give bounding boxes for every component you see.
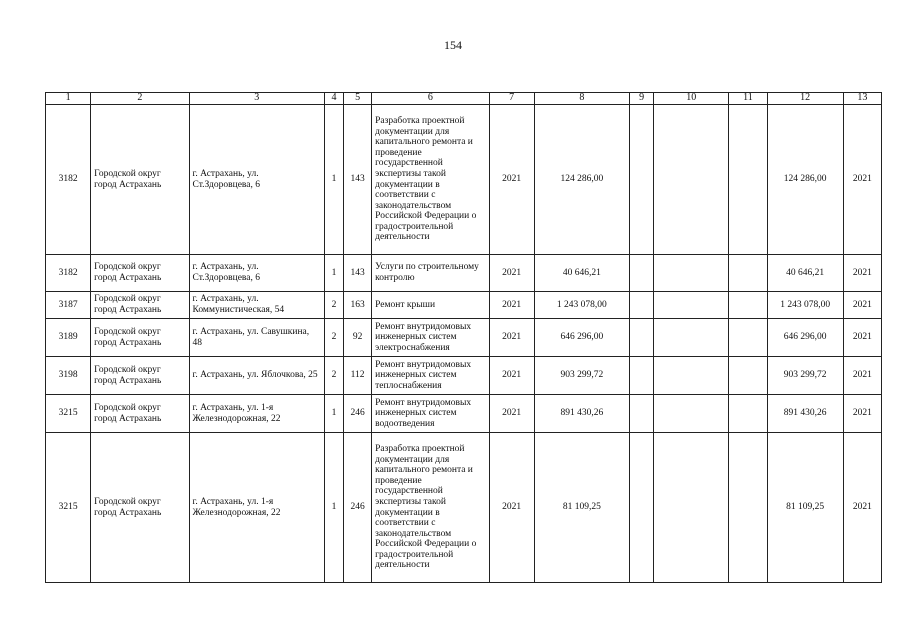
col4-cell: 1	[324, 395, 343, 433]
address-cell: г. Астрахань, ул. 1-я Железнодорожная, 22	[189, 395, 324, 433]
record-number-cell: 3187	[46, 292, 91, 319]
cost-cell: 1 243 078,00	[534, 292, 629, 319]
table-row	[46, 395, 882, 433]
work-type-cell: Разработка проектной документации для капитального ремонта и проведение государственной экспертизы такой документации в соответствии с законодательством Российской Федерации о градостроительной деятельности	[372, 105, 489, 255]
work-type-cell: Разработка проектной документации для капитального ремонта и проведение государственной экспертизы такой документации в соответствии с законодательством Российской Федерации о градостроительной деятельности	[372, 433, 489, 583]
total-cell: 124 286,00	[767, 105, 843, 255]
cost-cell: 903 299,72	[534, 357, 629, 395]
work-type-cell: Ремонт крыши	[372, 292, 489, 319]
table-row	[46, 319, 882, 357]
year-cell: 2021	[489, 319, 534, 357]
record-number-cell: 3198	[46, 357, 91, 395]
col4-cell: 1	[324, 105, 343, 255]
year-cell: 2021	[489, 255, 534, 292]
year-cell: 2021	[489, 292, 534, 319]
col11-cell	[729, 395, 767, 433]
address-cell: г. Астрахань, ул. Яблочкова, 25	[189, 357, 324, 395]
municipality-cell: Городской округ город Астрахань	[91, 433, 189, 583]
col-header: 1	[46, 93, 91, 105]
col4-cell: 1	[324, 255, 343, 292]
col-header: 2	[91, 93, 189, 105]
col-header: 4	[324, 93, 343, 105]
col5-cell: 246	[344, 433, 372, 583]
table-row	[46, 357, 882, 395]
col10-cell	[654, 357, 729, 395]
cost-cell: 646 296,00	[534, 319, 629, 357]
total-cell: 1 243 078,00	[767, 292, 843, 319]
col9-cell	[630, 319, 654, 357]
total-cell: 81 109,25	[767, 433, 843, 583]
col10-cell	[654, 395, 729, 433]
table-row	[46, 292, 882, 319]
col11-cell	[729, 105, 767, 255]
col4-cell: 2	[324, 292, 343, 319]
completion-year-cell: 2021	[843, 357, 881, 395]
col-header: 12	[767, 93, 843, 105]
year-cell: 2021	[489, 433, 534, 583]
record-number-cell: 3215	[46, 433, 91, 583]
col10-cell	[654, 292, 729, 319]
municipality-cell: Городской округ город Астрахань	[91, 357, 189, 395]
col-header: 8	[534, 93, 629, 105]
col-header: 5	[344, 93, 372, 105]
total-cell: 646 296,00	[767, 319, 843, 357]
col-header: 11	[729, 93, 767, 105]
col9-cell	[630, 357, 654, 395]
col-header: 6	[372, 93, 489, 105]
municipality-cell: Городской округ город Астрахань	[91, 105, 189, 255]
col5-cell: 92	[344, 319, 372, 357]
col9-cell	[630, 105, 654, 255]
table-row	[46, 433, 882, 583]
col-header: 13	[843, 93, 881, 105]
registry-table	[45, 92, 882, 583]
year-cell: 2021	[489, 357, 534, 395]
col9-cell	[630, 292, 654, 319]
work-type-cell: Ремонт внутридомовых инженерных систем электроснабжения	[372, 319, 489, 357]
work-type-cell: Ремонт внутридомовых инженерных систем теплоснабжения	[372, 357, 489, 395]
record-number-cell: 3182	[46, 105, 91, 255]
total-cell: 903 299,72	[767, 357, 843, 395]
year-cell: 2021	[489, 105, 534, 255]
table-row	[46, 105, 882, 255]
col4-cell: 1	[324, 433, 343, 583]
col-header: 3	[189, 93, 324, 105]
cost-cell: 81 109,25	[534, 433, 629, 583]
completion-year-cell: 2021	[843, 319, 881, 357]
col9-cell	[630, 255, 654, 292]
cost-cell: 124 286,00	[534, 105, 629, 255]
col-header: 10	[654, 93, 729, 105]
municipality-cell: Городской округ город Астрахань	[91, 255, 189, 292]
municipality-cell: Городской округ город Астрахань	[91, 319, 189, 357]
record-number-cell: 3182	[46, 255, 91, 292]
col10-cell	[654, 105, 729, 255]
col10-cell	[654, 433, 729, 583]
address-cell: г. Астрахань, ул. Коммунистическая, 54	[189, 292, 324, 319]
col5-cell: 163	[344, 292, 372, 319]
address-cell: г. Астрахань, ул. Ст.Здоровцева, 6	[189, 105, 324, 255]
completion-year-cell: 2021	[843, 292, 881, 319]
col5-cell: 246	[344, 395, 372, 433]
work-type-cell: Услуги по строительному контролю	[372, 255, 489, 292]
col5-cell: 143	[344, 105, 372, 255]
col11-cell	[729, 255, 767, 292]
col11-cell	[729, 319, 767, 357]
municipality-cell: Городской округ город Астрахань	[91, 292, 189, 319]
col5-cell: 143	[344, 255, 372, 292]
col11-cell	[729, 433, 767, 583]
col4-cell: 2	[324, 357, 343, 395]
work-type-cell: Ремонт внутридомовых инженерных систем водоотведения	[372, 395, 489, 433]
completion-year-cell: 2021	[843, 255, 881, 292]
year-cell: 2021	[489, 395, 534, 433]
address-cell: г. Астрахань, ул. Савушкина, 48	[189, 319, 324, 357]
record-number-cell: 3215	[46, 395, 91, 433]
completion-year-cell: 2021	[843, 105, 881, 255]
record-number-cell: 3189	[46, 319, 91, 357]
municipality-cell: Городской округ город Астрахань	[91, 395, 189, 433]
cost-cell: 891 430,26	[534, 395, 629, 433]
completion-year-cell: 2021	[843, 395, 881, 433]
header-row	[46, 93, 882, 105]
total-cell: 891 430,26	[767, 395, 843, 433]
col9-cell	[630, 433, 654, 583]
completion-year-cell: 2021	[843, 433, 881, 583]
address-cell: г. Астрахань, ул. 1-я Железнодорожная, 22	[189, 433, 324, 583]
col9-cell	[630, 395, 654, 433]
col-header: 7	[489, 93, 534, 105]
col11-cell	[729, 357, 767, 395]
col10-cell	[654, 319, 729, 357]
col4-cell: 2	[324, 319, 343, 357]
page-number: 154	[444, 38, 462, 52]
col5-cell: 112	[344, 357, 372, 395]
col10-cell	[654, 255, 729, 292]
table-row	[46, 255, 882, 292]
col11-cell	[729, 292, 767, 319]
total-cell: 40 646,21	[767, 255, 843, 292]
cost-cell: 40 646,21	[534, 255, 629, 292]
address-cell: г. Астрахань, ул. Ст.Здоровцева, 6	[189, 255, 324, 292]
col-header: 9	[630, 93, 654, 105]
